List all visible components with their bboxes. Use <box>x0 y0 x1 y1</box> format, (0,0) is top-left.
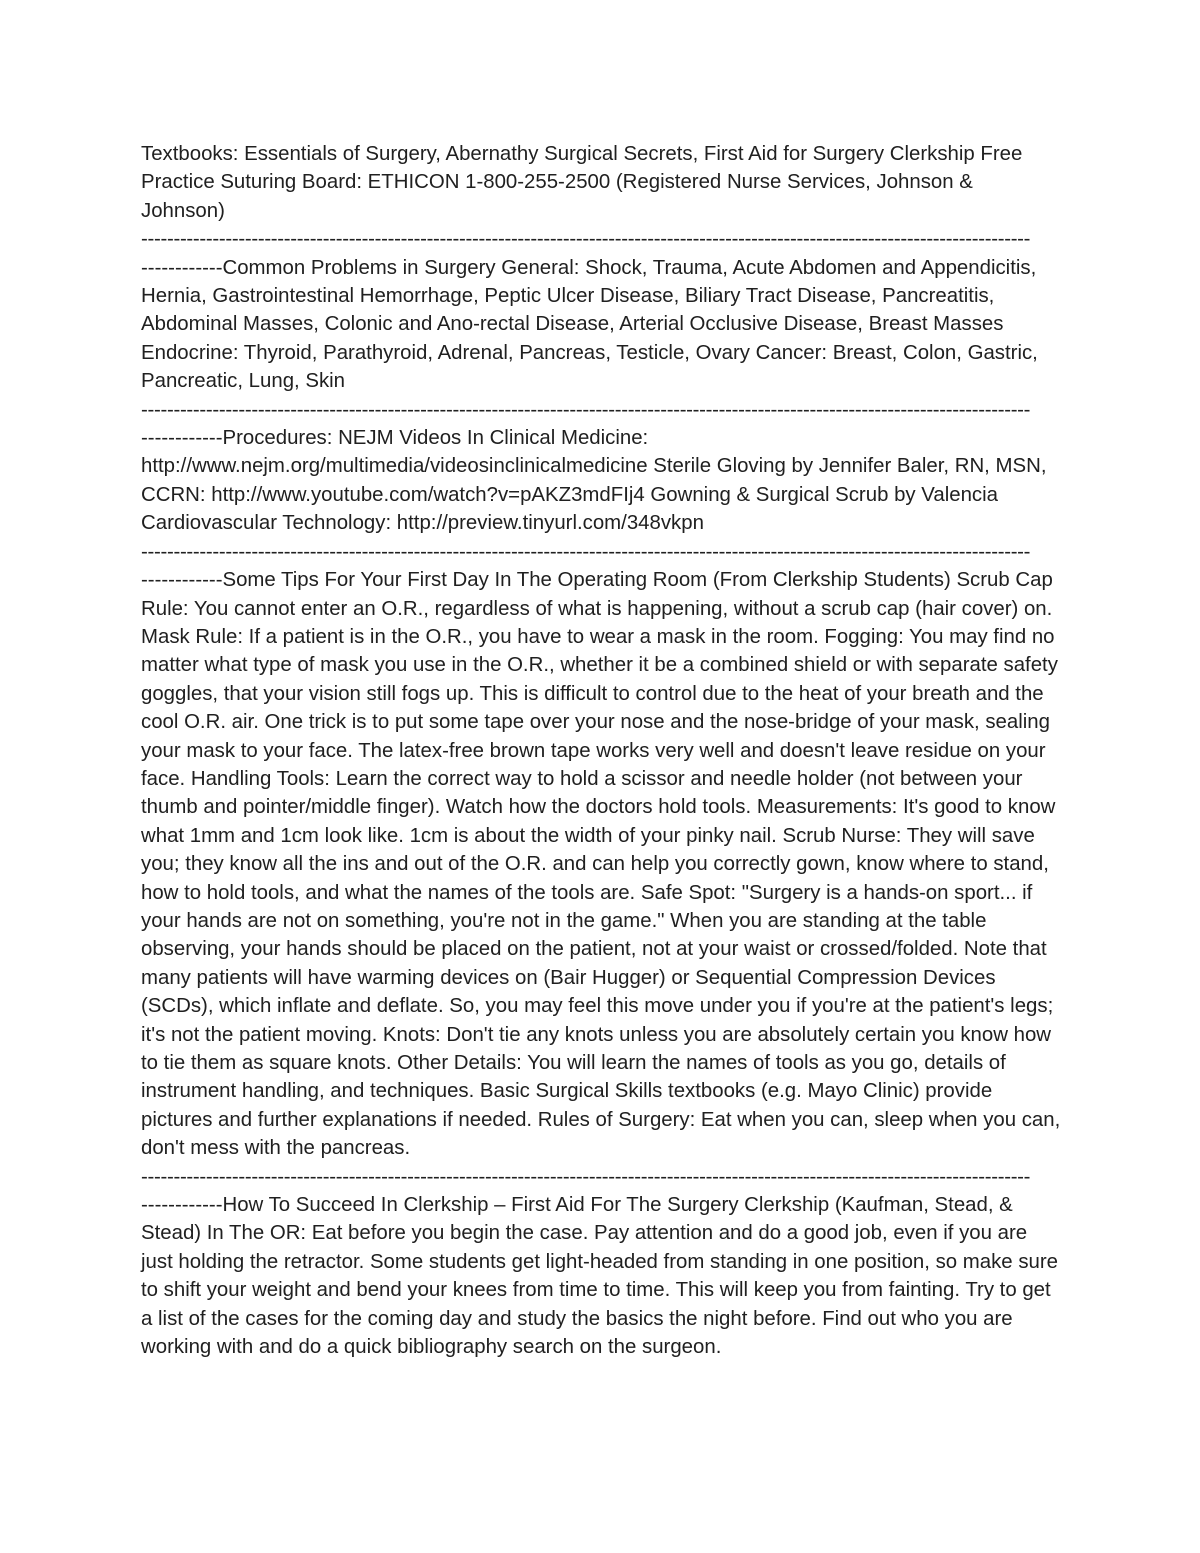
first-day-tips-section: ------------Some Tips For Your First Day In The Operating Room (From Clerkship Students) Scrub Cap Rule: You cannot enter an O.R., regardless of what is happening, without a scrub cap (hair cover) on. Mask Rule: If a patient is in the O.R., you have to wear a mask in the room. Fogging: You may find no matter what type of mask you use in the O.R., whether it be a combined shield or with separate safety goggles, that your vision still fogs up. This is difficult to control due to the heat of your breath and the cool O.R. air. One trick is to put some tape over your nose and the nose-bridge of your mask, sealing your mask to your face. The latex-free brown tape works very well and doesn't leave residue on your face. Handling Tools: Learn the correct way to hold a scissor and needle holder (not between your thumb and pointer/middle finger). Watch how the doctors hold tools. Measurements: It's good to know what 1mm and 1cm look like. 1cm is about the width of your pinky nail. Scrub Nurse: They will save you; they know all the ins and out of the O.R. and can help you correctly gown, know where to stand, how to hold tools, and what the names of the tools are. Safe Spot: "Surgery is a hands-on sport... if your hands are not on something, you're not in the game." When you are standing at the table observing, your hands should be placed on the patient, not at your waist or crossed/folded. Note that many patients will have warming devices on (Bair Hugger) or Sequential Compression Devices (SCDs), which inflate and deflate. So, you may feel this move under you if you're at the patient's legs; it's not the patient moving. Knots: Don't tie any knots unless you are absolutely certain you know how to tie them as square knots. Other Details: You will learn the names of tools as you go, details of instrument handling, and techniques. Basic Surgical Skills textbooks (e.g. Mayo Clinic) provide pictures and further explanations if needed. Rules of Surgery: Eat when you can, sleep when you can, don't mess with the pancreas. <box>141 569 1061 1160</box>
document-page <box>141 140 1061 1361</box>
procedures-section: ------------Procedures: NEJM Videos In Clinical Medicine: http://www.nejm.org/multimedia/videosinclinicalmedicine Sterile Gloving by Jennifer Baler, RN, MSN, CCRN: http://www.youtube.com/watch?v=pAKZ3mdFIj4 Gowning & Surgical Scrub by Valencia Cardiovascular Technology: http://preview.tinyurl.com/348vkpn <box>141 427 1047 535</box>
section-separator: ----------------------------------------------------------------------------------------------------------------------------------------- <box>141 540 1031 563</box>
how-to-succeed-section: ------------How To Succeed In Clerkship – First Aid For The Surgery Clerkship (Kaufman, Stead, & Stead) In The OR: Eat before you begin the case. Pay attention and do a good job, even if you are just holding the retractor. Some students get light-headed from standing in one position, so make sure to shift your weight and bend your knees from time to time. This will keep you from fainting. Try to get a list of the cases for the coming day and study the basics the night before. Find out who you are working with and do a quick bibliography search on the surgeon. <box>141 1194 1058 1359</box>
intro-paragraph: Textbooks: Essentials of Surgery, Abernathy Surgical Secrets, First Aid for Surgery Clerkship Free Practice Suturing Board: ETHICON 1-800-255-2500 (Registered Nurse Services, Johnson & Johnson) <box>141 143 1023 222</box>
section-separator: ----------------------------------------------------------------------------------------------------------------------------------------- <box>141 228 1031 251</box>
section-separator: ----------------------------------------------------------------------------------------------------------------------------------------- <box>141 398 1031 421</box>
section-separator: ----------------------------------------------------------------------------------------------------------------------------------------- <box>141 1165 1031 1188</box>
common-problems-section: ------------Common Problems in Surgery General: Shock, Trauma, Acute Abdomen and Appendicitis, Hernia, Gastrointestinal Hemorrhage, Peptic Ulcer Disease, Biliary Tract Disease, Pancreatitis, Abdominal Masses, Colonic and Ano-rectal Disease, Arterial Occlusive Disease, Breast Masses Endocrine: Thyroid, Parathyroid, Adrenal, Pancreas, Testicle, Ovary Cancer: Breast, Colon, Gastric, Pancreatic, Lung, Skin <box>141 256 1038 393</box>
